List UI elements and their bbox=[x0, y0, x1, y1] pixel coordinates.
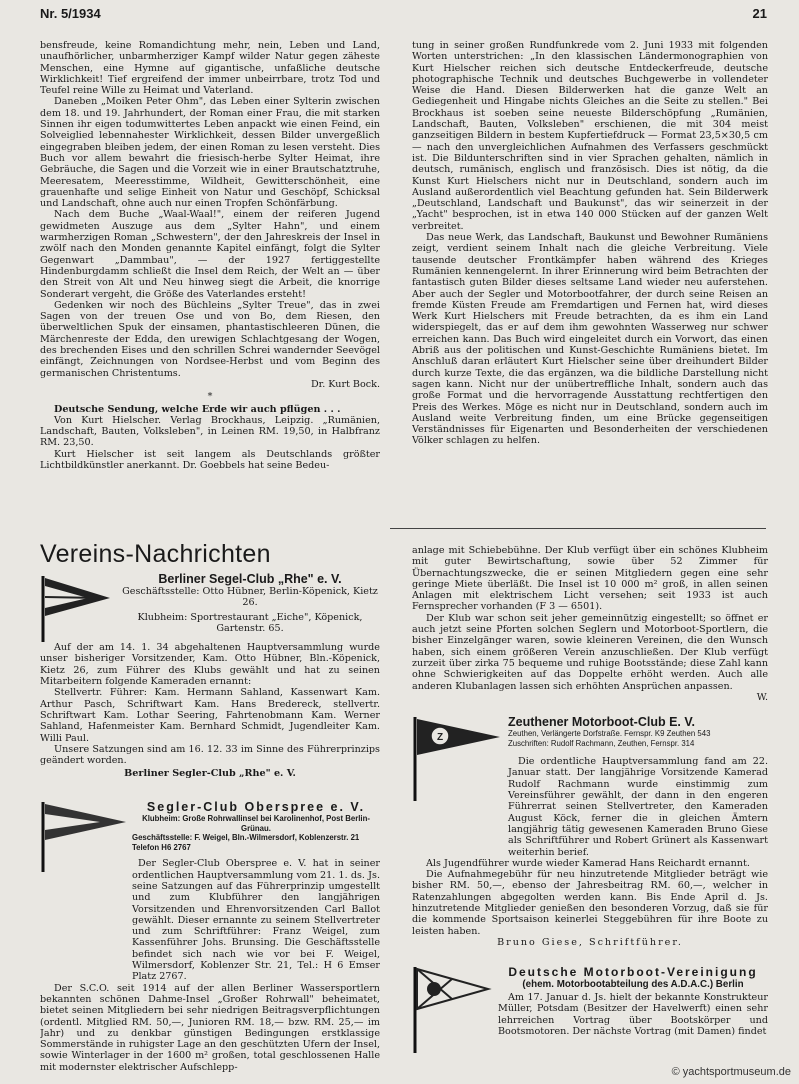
club-notice-oberspree bbox=[40, 800, 380, 1073]
club-address: Zeuthen, Verlängerte Dorfstraße. Fernspr. K9 Zeuthen 543 bbox=[508, 729, 711, 738]
page-header bbox=[40, 6, 767, 24]
club-notice-rhe bbox=[40, 572, 380, 780]
club-office: Geschäftsstelle: Otto Hübner, Berlin-Köpenick, Kietz 26. bbox=[122, 586, 378, 609]
review-paragraph: Das neue Werk, das Landschaft, Baukunst und Bewohner Rumäniens zeigt, verdient seinem Inhalt nach die gleiche Verbreitung. Viele tausende deutscher Frontkämpfer haben während des Krieges Rumänien kennengelernt. In ihrer Erinnerung wird beim Betrachten der fantastisch guten Bilder dieses seltsame Land wieder neu auferstehen. Aber auch der Segler und Motorbootfahrer, der durch seine Reisen an fremde Küsten Freude am Fremdartigen und Fernen hat, wird dieses Werk Kurt Hielschers mit Freude betrachten, da es ihm ein Land widerspiegelt, das er auf dem ihm gewohnten Wasserweg nur schwer erreichen kann. Das Buch wird eingeleitet durch ein Vorwort, das einen Abriß aus der politischen und Kunst-Geschichte Rumäniens bietet. Im Anschluß daran erläutert Kurt Hielscher seine über dreihundert Bilder durch kurze Texte, die das ergänzen, wa die bildliche Darstellung nicht sagen kann. Nicht nur der unübertreffliche Inhalt, sondern auch das große Format und die hervorragende Ausstattung rechtfertigen den Preis des Werkes. Möge es nicht nur in Deutschland, sondern auch im Ausland weite Verbreitung finden, um eine Brücke gegenseitigen Verständnisses für Eigenarten und Besonderheiten der verschiedenen Völker schlagen zu helfen. bbox=[412, 232, 768, 447]
section-separator: * bbox=[207, 391, 213, 403]
notice-signature: W. bbox=[756, 691, 768, 703]
notice-paragraph: Der Segler-Club Oberspree e. V. hat in seiner ordentlichen Hauptversammlung vom 21. 1. ds. Js. seine Satzungen auf das Führerprinzip umgestellt und zum Klubführer den langjährigen Vorsitzenden und Ehrenvorsitzenden Carl Ballot gewählt. Dieser ernannte zu seinem Stellvertreter und zum Schriftführer: Franz Weigel, zum Kassenführer Johs. Brunsing. Die Geschäftsstelle befindet sich nach wie vor bei F. Weigel, Wilmersdorf, Koblenzer Str. 21, Tel.: H 6 Emser Platz 2767. bbox=[132, 858, 380, 983]
notice-paragraph: Die Aufnahmegebühr für neu hinzutretende Mitglieder beträgt wie bisher RM. 50,—, ebenso der Jahresbeitrag RM. 60,—, welcher in Ratenzahlungen abgegolten werden kann. Bis Ende April d. Js. hinzutretende Mitglieder genießen den besonderen Vorzug, daß sie für die kommende Sportsaison keinerlei Steggebühren für ihre Boote zu leisten haben. bbox=[412, 869, 768, 937]
club-notice-body bbox=[40, 858, 380, 1073]
book-review-paragraph: Von Kurt Hielscher. Verlag Brockhaus, Leipzig. „Rumänien, Landschaft, Bauten, Volksleben", in Leinen RM. 19,50, in Halbfranz RM. 23,50. bbox=[40, 414, 380, 449]
notice-paragraph: Der S.C.O. seit 1914 auf der allen Berliner Wassersportlern bekannten schönen Dahme-Insel „Großer Rohrwall" beheimatet, bietet seinen Mitgliedern bei sehr niedrigen Beitragsverpflichtungen (ordentl. Mitglied RM. 50,—, Junioren RM. 18,— bzw. RM. 25,— im Jahr) und zu denkbar günstigen Bedingungen erstklassige Sommerstände in ruhigster Lage an den geschützten Ufern der Insel, sowie Winterlager in der 1600 m² großen, total geschlossenen Halle mit modernster elektrischer Aufschlepp- bbox=[40, 982, 380, 1073]
club-office: Geschäftsstelle: F. Weigel, Bln.-Wilmersdorf, Koblenzerstr. 21 Telefon H6 2767 bbox=[132, 833, 360, 852]
review-signature: Dr. Kurt Bock. bbox=[310, 378, 380, 390]
club-correspondence: Zuschriften: Rudolf Rachmann, Zeuthen, Fernspr. 314 bbox=[508, 738, 695, 748]
review-paragraph: Gedenken wir noch des Büchleins „Sylter Treue", das in zwei Sagen von der treuen Ose und von Bo, dem Riesen, den überweltlichen Spuk der einsamen, phantastischleeren Dünen, die Märchenreste der Edda, den urewigen Schlachtgesang der Wogen, des brechenden Eises und den schrillen Schrei wandernder Seevögel einfängt, Zeichnungen von Nordsee-Herbst und vom Beginn des germanischen Christentums. bbox=[40, 299, 380, 379]
club-notice-body bbox=[412, 992, 768, 1037]
notice-paragraph: Stellvertr. Führer: Kam. Hermann Sahland, Kassenwart Kam. Arthur Pasch, Schriftwart Kam. Hans Bredereck, stellvertr. Schriftwart Kam. Lothar Seering, Fahrtenobmann Kam. Werner Sahland, Hafenmeister Kam. Bernhard Schmidt, Jugendleiter Kam. Willi Paul. bbox=[40, 687, 380, 744]
notice-paragraph: Am 17. Januar d. Js. hielt der bekannte Konstrukteur Müller, Potsdam (Besitzer der Havelwerft) einen sehr lehrreichen Vortrag über Bootskörper und Bootsmotoren. Der nächste Vortrag (mit Damen) findet bbox=[498, 992, 768, 1037]
club-clubhouse: Klubheim: Sportrestaurant „Eiche", Köpenick, Gartenstr. 65. bbox=[137, 611, 363, 634]
club-name: Deutsche Motorboot-Vereinigung bbox=[508, 965, 758, 979]
horizontal-rule bbox=[390, 528, 766, 529]
club-notice-zeuthen bbox=[412, 715, 768, 948]
right-column-review bbox=[412, 40, 768, 518]
notice-paragraph: Unsere Satzungen sind am 16. 12. 33 im Sinne des Führerprinzips geändert worden. bbox=[40, 743, 380, 767]
club-name: Zeuthener Motorboot-Club E. V. bbox=[508, 715, 696, 729]
notice-paragraph: Der Klub war schon seit jeher gemeinnützig eingestellt; so öffnet er auch jetzt seine Pforten solchen Seglern und Motorboot-Sportlern, die bisher Einzelgänger waren, sowie kleineren Vereinen, die den Wunsch haben, sich einem größeren Verein anzuschließen. Der Klub verfügt zurzeit über zirka 75 bequeme und ruhige Bootsstände; diese Zahl kann ohne Schwierigkeiten auf das Doppelte erhöht werden. Auch alle anderen Klubanlagen lassen sich erhöhten Ansprüchen anpassen. bbox=[412, 612, 768, 692]
notice-paragraph: anlage mit Schiebebühne. Der Klub verfügt über ein schönes Klubheim mit guter Bewirtschaftung, sowie über 52 Zimmer für Übernachtungszwecke, die er seinen Mitgliedern gegen eine sehr geringe Miete überläßt. Die Insel ist 10 000 m² groß, in allen seinen Anlagen mit elektrischem Licht versehen; seit 1933 ist auch Fernsprecher vorhanden (F 3 — 6501). bbox=[412, 545, 768, 613]
issue-number: Nr. 5/1934 bbox=[40, 6, 101, 21]
club-subtitle: (ehem. Motorbootabteilung des A.D.A.C.) Berlin bbox=[522, 979, 744, 990]
notice-signature: Bruno Giese, Schriftführer. bbox=[497, 936, 683, 948]
notice-paragraph: Die ordentliche Hauptversammlung fand am 22. Januar statt. Der langjährige Vorsitzende Kamerad Rudolf Rachmann wurde einstimmig zum Vereinsführer gewählt, der dann in den engeren Führerrat seinen Stellvertreter, den Kameraden August Köck, ferner die in gleichen Ämtern langjährig tätig gewesenen Kameraden Bruno Giese als Schriftführer und Robert Grünert als Kassenwart weiterhin berief. bbox=[508, 756, 768, 858]
notice-paragraph: Auf der am 14. 1. 34 abgehaltenen Hauptversammlung wurde unser bisheriger Vorsitzender, Kam. Otto Hübner, Bln.-Köpenick, Kietz 26, zum Führer des Klubs gewählt und hat zu seinen Mitarbeitern folgende Kameraden ernannt: bbox=[40, 642, 380, 688]
club-pennant-icon bbox=[40, 574, 114, 644]
review-paragraph: Daneben „Moiken Peter Ohm", das Leben einer Sylterin zwischen dem 18. und 19. Jahrhundert, der Roman einer Frau, die mit starken Sinnen ihr eigen todumwittertes Leben anpackt wie einen Feind, ein Solveiglied lebennahester Wirklichkeit, dessen Bilder unvergeßlich eingegraben bleiben jedem, der einen Roman zu lesen versteht. Dies Buch vor allem bewahrt die friesisch-herbe Sylter Heimat, ihre Gebräuche, die Sagen und die Vorzeit wie in einer Brautschatztruhe, Meeresatem, Meeresstimme, Wildheit, Gewitterschönheit, eine grauenhafte und selige Einheit von Natur und Geschöpf, Schicksal und Landschaft, ohne auch nur einen Tropfen Schönfärbung. bbox=[40, 96, 380, 210]
page-number: 21 bbox=[752, 6, 767, 21]
club-name: Segler-Club Oberspree e. V. bbox=[146, 800, 366, 814]
club-notice-continuation bbox=[412, 545, 768, 703]
book-review-heading: Deutsche Sendung, welche Erde wir auch pflügen . . . bbox=[54, 403, 341, 415]
left-column-review bbox=[40, 40, 380, 518]
review-paragraph: bensfreude, keine Romandichtung mehr, nein, Leben und Land, unaufhörlicher, unbarmherziger Kampf wilder Natur gegen zäheste Menschen, eine Hymne auf gigantische, unfaßliche deutsche Wirklichkeit! Tief ergreifend der immer unbeirrbare, trotz Tod und Teufel reine Wille zu Heimat und Vaterland. bbox=[40, 40, 380, 97]
club-notice-body bbox=[40, 642, 380, 780]
club-notice-dmv bbox=[412, 965, 768, 1037]
review-paragraph: tung in seiner großen Rundfunkrede vom 2. Juni 1933 mit folgenden Worten unterstrichen: „In den klassischen Ländermonographien von Kurt Hielscher reichen sich deutsche Entdeckerfreude, deutsche photographische Technik und deutsches Buchgewerbe in vollendeter Weise die Hand. Diesen Bilderwerken hat die ganze Welt an Gediegenheit und Hingabe nichts Gleiches an die Seite zu stellen." Bei Brockhaus ist soeben seine neueste Bilderschöpfung „Rumänien, Landschaft, Bauten, Volksleben" erschienen, die mit 304 meist ganzseitigen Bildern in bestem Kupfertiefdruck — Format 23,5×30,5 cm — nach den unvergleichlichen Aufnahmen des Verfassers geschmückt ist. Die Bildunterschriften sind in vier Sprachen gehalten, nämlich in deutsch, rumänisch, englisch und französisch. Dies ist nötig, da die Kunst Kurt Hielschers nicht nur in Deutschland, sondern auch im Ausland außerordentlich viel Beachtung gefunden hat. Sein Bilderwerk „Deutschland, Landschaft und Baukunst", das wir seinerzeit in der „Yacht" besprochen, ist in etwa 140 000 Stücken auf der ganzen Welt verbreitet. bbox=[412, 40, 768, 232]
book-review-paragraph: Kurt Hielscher ist seit langem als Deutschlands größter Lichtbildkünstler anerkannt. Dr. Goebbels hat seine Bedeu- bbox=[40, 448, 380, 471]
club-clubhouse: Klubheim: Große Rohrwallinsel bei Karolinenhof, Post Berlin-Grünau. bbox=[142, 814, 370, 833]
notice-signature: Berliner Segler-Club „Rhe" e. V. bbox=[124, 768, 296, 780]
watermark: © yachtsportmuseum.de bbox=[671, 1066, 791, 1078]
club-notice-body bbox=[412, 756, 768, 948]
review-paragraph: Nach dem Buche „Waal-Waal!", einem der reiferen Jugend gewidmeten Auszuge aus dem „Sylter Hahn", und einem warmherzigen Roman „Schwestern", der den Jahreskreis der Insel in zwölf nach den Monden genannte Kapitel einfängt, folgt die Sylter Gegenwart „Dammbau", — der 1927 fertiggestellte Hindenburgdamm schließt die Insel dem Reich, der Welt an — über den Streit von Alt und Neu hinweg siegt die Arbeit, die knorrige Sonderart vergeht, die Größe des Vaterlandes ersteht! bbox=[40, 209, 380, 300]
notice-paragraph: Als Jugendführer wurde wieder Kamerad Hans Reichardt ernannt. bbox=[426, 857, 750, 869]
continuation-body bbox=[412, 545, 768, 703]
club-name: Berliner Segel-Club „Rhe" e. V. bbox=[158, 572, 342, 586]
section-title: Vereins-Nachrichten bbox=[40, 540, 271, 568]
svg-text:Z: Z bbox=[436, 732, 444, 743]
